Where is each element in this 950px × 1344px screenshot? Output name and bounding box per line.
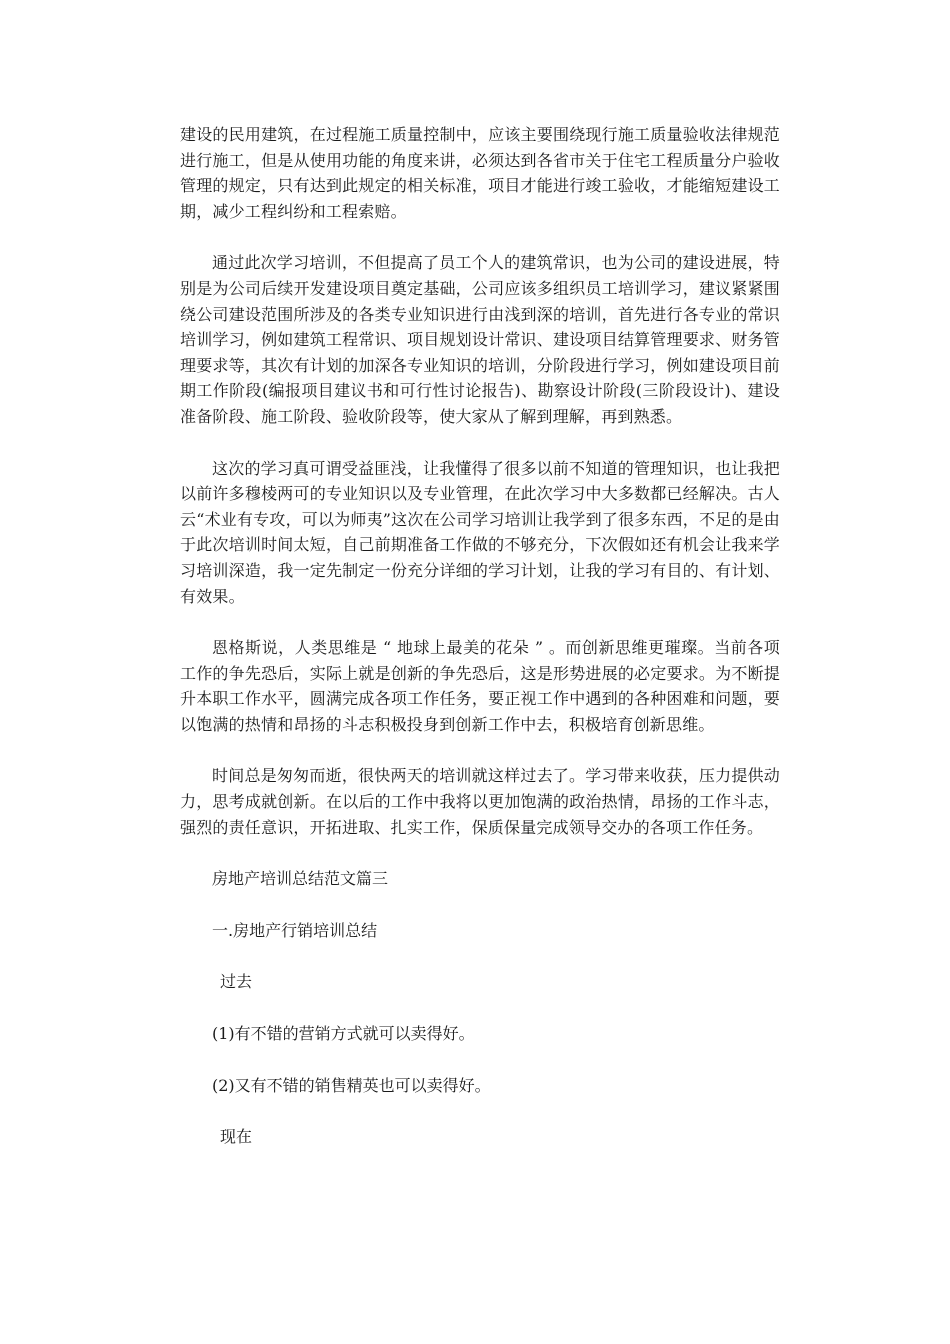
present-label: 现在 xyxy=(220,1127,253,1147)
paragraph-conclusion: 时间总是匆匆而逝，很快两天的培训就这样过去了。学习带来收获，压力提供动力，思考成就创新。在以后的工作中我将以更加饱满的政治热情，昂扬的工作斗志，强烈的责任意识，开拓进取、扎实工作，保质保量完成领导交办的各项工作任务。 xyxy=(180,766,780,837)
past-item-1: (1)有不错的营销方式就可以卖得好。 xyxy=(212,1024,475,1044)
document-page xyxy=(180,122,780,1176)
paragraph-learning-gains: 这次的学习真可谓受益匪浅，让我懂得了很多以前不知道的管理知识，也让我把以前许多穆棱两可的专业知识以及专业管理，在此次学习中大多数都已经解决。古人云“术业有专攻，可以为师夷”这次在公司学习培训让我学到了很多东西，不足的是由于此次培训时间太短，自己前期准备工作做的不够充分，下次假如还有机会让我来学习培训深造，我一定先制定一份充分详细的学习计划，让我的学习有目的、有计划、有效果。 xyxy=(180,458,780,606)
section-title: 房地产培训总结范文篇三 xyxy=(212,869,389,889)
past-item-2: (2)又有不错的销售精英也可以卖得好。 xyxy=(212,1075,491,1095)
paragraph-continued: 建设的民用建筑，在过程施工质量控制中，应该主要围绕现行施工质量验收法律规范进行施工，但是从使用功能的角度来讲，必须达到各省市关于住宅工程质量分户验收管理的规定，只有达到此规定的相关标准，项目才能进行竣工验收，才能缩短建设工期，减少工程纠纷和工程索赔。 xyxy=(180,125,780,221)
subsection-title: 一.房地产行销培训总结 xyxy=(212,920,378,940)
paragraph-innovation: 恩格斯说，人类思维是 “ 地球上最美的花朵 ” 。而创新思维更璀璨。当前各项工作的争先恐后，实际上就是创新的争先恐后，这是形势进展的必定要求。为不断提升本职工作水平，圆满完成各项工作任务，要正视工作中遇到的各种困难和问题，要以饱满的热情和昂扬的斗志积极投身到创新工作中去，积极培育创新思维。 xyxy=(180,638,780,734)
past-label: 过去 xyxy=(220,972,253,992)
paragraph-training-benefits: 通过此次学习培训，不但提高了员工个人的建筑常识，也为公司的建设进展，特别是为公司后续开发建设项目奠定基础，公司应该多组织员工培训学习，建议紧紧围绕公司建设范围所涉及的各类专业知识进行由浅到深的培训，首先进行各专业的常识培训学习，例如建筑工程常识、项目规划设计常识、建设项目结算管理要求、财务管理要求等，其次有计划的加深各专业知识的培训，分阶段进行学习，例如建设项目前期工作阶段(编报项目建议书和可行性讨论报告)、勘察设计阶段(三阶段设计)、建设准备阶段、施工阶段、验收阶段等，使大家从了解到理解，再到熟悉。 xyxy=(180,253,780,426)
